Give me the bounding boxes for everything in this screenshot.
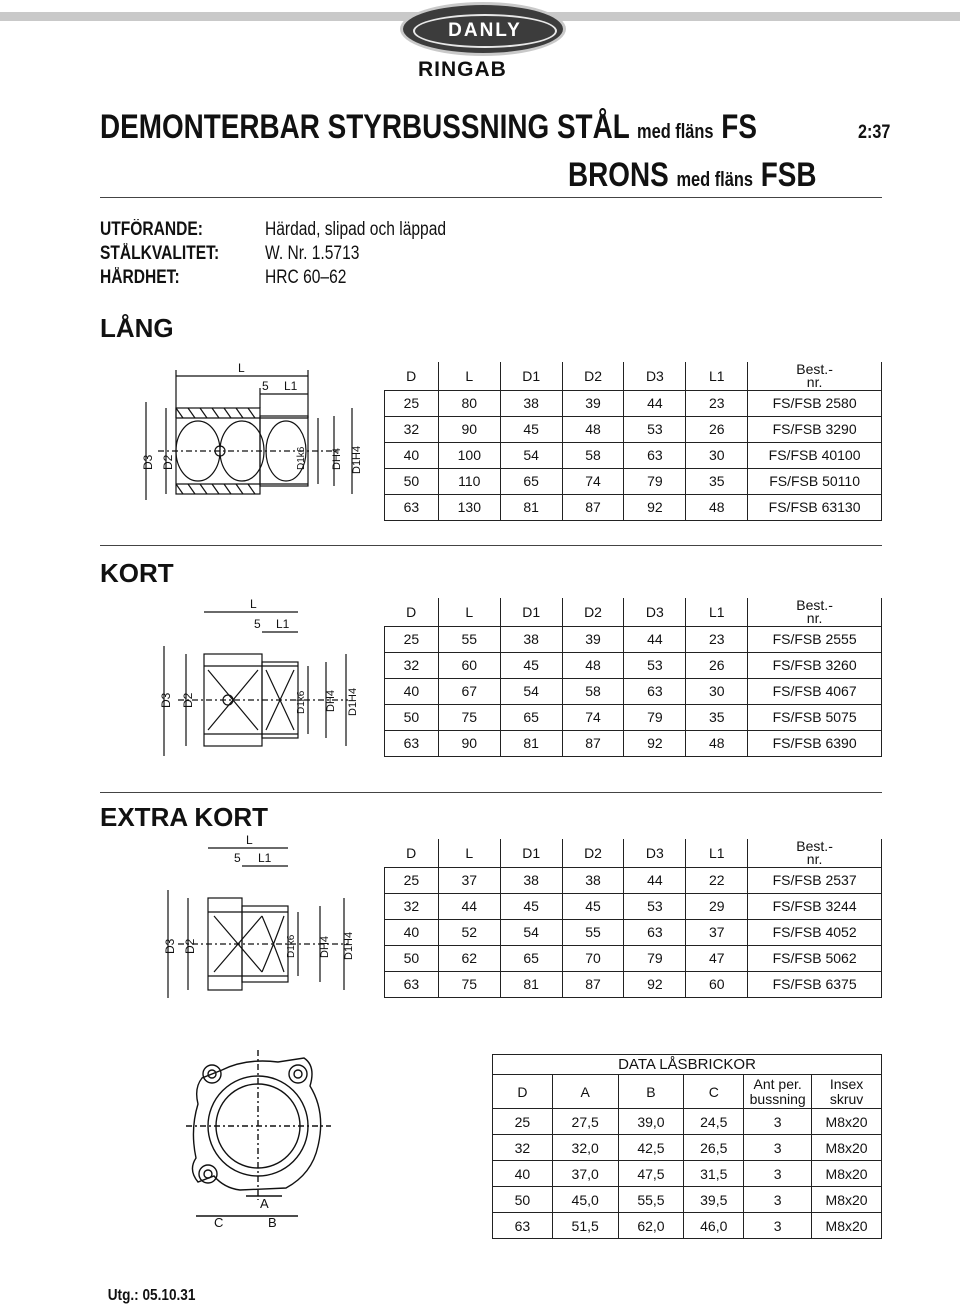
- svg-text:DH4: DH4: [331, 447, 343, 470]
- table-cell: 44: [624, 867, 686, 893]
- col-header: L1: [686, 598, 748, 626]
- table-cell: 27,5: [552, 1109, 618, 1135]
- table-cell: 47,5: [618, 1161, 684, 1187]
- table-cell: FS/FSB 5075: [748, 704, 882, 730]
- table-cell: 67: [438, 678, 500, 704]
- table-cell: FS/FSB 5062: [748, 945, 882, 971]
- col-header: L: [438, 598, 500, 626]
- col-header: D: [493, 1075, 553, 1109]
- table-cell: 30: [686, 678, 748, 704]
- dimension-table-extra-short: [384, 839, 882, 998]
- col-header: L1: [686, 362, 748, 390]
- section-title-extra-kort: EXTRA KORT: [100, 802, 269, 832]
- table-cell: FS/FSB 2555: [748, 626, 882, 652]
- table-row: [385, 626, 882, 652]
- table-cell: 44: [624, 390, 686, 416]
- table-header-row: [385, 598, 882, 626]
- table-cell: 63: [624, 919, 686, 945]
- table-cell: 47: [686, 945, 748, 971]
- table-cell: 74: [562, 704, 624, 730]
- table-cell: 79: [624, 704, 686, 730]
- table-cell: M8x20: [812, 1213, 882, 1239]
- spec-value-utforande: Härdad, slipad och läppad: [265, 219, 447, 240]
- table-cell: 25: [385, 867, 439, 893]
- dimension-table-long: [384, 362, 882, 521]
- table-cell: 63: [385, 730, 439, 756]
- table-cell: 48: [562, 416, 624, 442]
- table-cell: 130: [438, 494, 500, 520]
- table-cell: 53: [624, 652, 686, 678]
- table-cell: 92: [624, 494, 686, 520]
- table-cell: FS/FSB 3260: [748, 652, 882, 678]
- svg-text:D2: D2: [161, 454, 175, 470]
- table-cell: 26,5: [684, 1135, 744, 1161]
- table-cell: 90: [438, 416, 500, 442]
- table-cell: 110: [438, 468, 500, 494]
- table-cell: 45: [500, 416, 562, 442]
- table-cell: FS/FSB 40100: [748, 442, 882, 468]
- col-header: D1: [500, 839, 562, 867]
- table-cell: 87: [562, 494, 624, 520]
- table-cell: 25: [385, 626, 439, 652]
- svg-text:D1H4: D1H4: [343, 931, 355, 960]
- col-header: D: [385, 839, 439, 867]
- table-cell: 40: [385, 678, 439, 704]
- col-header: D2: [562, 839, 624, 867]
- table-row: [493, 1213, 882, 1239]
- col-header: A: [552, 1075, 618, 1109]
- col-header: L: [438, 839, 500, 867]
- col-header: D: [385, 362, 439, 390]
- table-cell: 42,5: [618, 1135, 684, 1161]
- table-cell: 75: [438, 971, 500, 997]
- table-cell: 53: [624, 893, 686, 919]
- table-cell: 63: [624, 678, 686, 704]
- col-header-order-number: Best.- nr.: [748, 598, 882, 626]
- table-row: [385, 494, 882, 520]
- svg-text:D3: D3: [163, 938, 177, 954]
- svg-text:L: L: [246, 833, 253, 847]
- table-cell: 26: [686, 652, 748, 678]
- table-cell: FS/FSB 6390: [748, 730, 882, 756]
- table-cell: 63: [493, 1213, 553, 1239]
- spec-key-stalkvalitet: STÅLKVALITET:: [100, 243, 220, 264]
- table-cell: 50: [385, 468, 439, 494]
- table-cell: 35: [686, 704, 748, 730]
- table-cell: 58: [562, 442, 624, 468]
- table-cell: 81: [500, 971, 562, 997]
- table-cell: 31,5: [684, 1161, 744, 1187]
- table-cell: M8x20: [812, 1161, 882, 1187]
- col-header: D3: [624, 839, 686, 867]
- table-cell: FS/FSB 6375: [748, 971, 882, 997]
- table-row: [385, 893, 882, 919]
- danly-logo: [400, 2, 566, 56]
- table-row: [493, 1109, 882, 1135]
- svg-text:D3: D3: [159, 692, 173, 708]
- brand-subtitle: RINGAB: [418, 58, 507, 81]
- table-cell: 65: [500, 945, 562, 971]
- table-row: [385, 867, 882, 893]
- table-cell: 65: [500, 704, 562, 730]
- table-cell: 39,0: [618, 1109, 684, 1135]
- svg-text:L1: L1: [276, 617, 290, 631]
- table-cell: FS/FSB 4052: [748, 919, 882, 945]
- table-cell: 3: [744, 1109, 812, 1135]
- table-row: [493, 1161, 882, 1187]
- svg-text:5: 5: [234, 851, 241, 865]
- locking-table-title: DATA LÅSBRICKOR: [493, 1055, 882, 1075]
- table-cell: M8x20: [812, 1135, 882, 1161]
- page-subtitle: BRONS med fläns FSB: [568, 156, 817, 194]
- col-header: L1: [686, 839, 748, 867]
- table-cell: 40: [493, 1161, 553, 1187]
- table-cell: 25: [385, 390, 439, 416]
- svg-text:A: A: [260, 1196, 269, 1211]
- table-cell: 3: [744, 1161, 812, 1187]
- table-cell: 39,5: [684, 1187, 744, 1213]
- section-title-lang: LÅNG: [100, 313, 174, 343]
- col-header: D2: [562, 362, 624, 390]
- table-cell: 3: [744, 1187, 812, 1213]
- table-cell: 100: [438, 442, 500, 468]
- table-row: [385, 945, 882, 971]
- table-cell: 39: [562, 626, 624, 652]
- table-cell: 55: [562, 919, 624, 945]
- table-cell: 65: [500, 468, 562, 494]
- logo-text: DANLY: [448, 20, 522, 41]
- col-header-order-number: Best.- nr.: [748, 839, 882, 867]
- table-cell: 62,0: [618, 1213, 684, 1239]
- table-cell: 79: [624, 468, 686, 494]
- table-row: [385, 416, 882, 442]
- table-row: [385, 390, 882, 416]
- bushing-drawing-short: [158, 596, 368, 766]
- table-cell: 23: [686, 626, 748, 652]
- table-cell: 87: [562, 730, 624, 756]
- table-cell: 54: [500, 442, 562, 468]
- table-cell: 53: [624, 416, 686, 442]
- table-cell: 70: [562, 945, 624, 971]
- bushing-drawing-extra-short: [158, 832, 368, 1004]
- table-cell: 55,5: [618, 1187, 684, 1213]
- table-cell: 44: [624, 626, 686, 652]
- col-header: B: [618, 1075, 684, 1109]
- table-cell: 32: [493, 1135, 553, 1161]
- table-cell: 45: [500, 893, 562, 919]
- table-cell: 35: [686, 468, 748, 494]
- svg-text:D2: D2: [183, 938, 197, 954]
- table-cell: FS/FSB 3290: [748, 416, 882, 442]
- table-cell: FS/FSB 2537: [748, 867, 882, 893]
- spec-value-stalkvalitet: W. Nr. 1.5713: [265, 243, 360, 264]
- table-cell: 92: [624, 971, 686, 997]
- svg-text:L: L: [250, 597, 257, 611]
- svg-text:D1k6: D1k6: [296, 446, 307, 470]
- table-cell: 30: [686, 442, 748, 468]
- table-row: [385, 971, 882, 997]
- table-cell: M8x20: [812, 1187, 882, 1213]
- table-cell: 23: [686, 390, 748, 416]
- svg-text:D1H4: D1H4: [347, 687, 359, 716]
- table-cell: 62: [438, 945, 500, 971]
- page-number: 2:37: [858, 122, 891, 143]
- table-cell: FS/FSB 63130: [748, 494, 882, 520]
- section-title-kort: KORT: [100, 558, 174, 588]
- table-header-row: [385, 362, 882, 390]
- col-header: L: [438, 362, 500, 390]
- table-cell: 32: [385, 416, 439, 442]
- table-cell: 38: [562, 867, 624, 893]
- col-header-count: Ant per. bussning: [744, 1075, 812, 1109]
- table-header-row: [385, 839, 882, 867]
- table-cell: 54: [500, 678, 562, 704]
- table-cell: 40: [385, 442, 439, 468]
- table-cell: 32,0: [552, 1135, 618, 1161]
- page-title: DEMONTERBAR STYRBUSSNING STÅL med fläns FS: [100, 108, 757, 146]
- table-cell: 3: [744, 1213, 812, 1239]
- table-row: [385, 730, 882, 756]
- table-header-row: [493, 1075, 882, 1109]
- table-cell: 22: [686, 867, 748, 893]
- table-cell: 48: [562, 652, 624, 678]
- bushing-drawing-long: [138, 358, 378, 510]
- col-header: D3: [624, 362, 686, 390]
- table-cell: 63: [385, 971, 439, 997]
- svg-text:B: B: [268, 1215, 277, 1230]
- svg-text:L1: L1: [284, 379, 298, 393]
- table-cell: 39: [562, 390, 624, 416]
- table-cell: 81: [500, 730, 562, 756]
- table-row: [385, 704, 882, 730]
- table-cell: FS/FSB 4067: [748, 678, 882, 704]
- svg-text:D3: D3: [141, 454, 155, 470]
- table-cell: 54: [500, 919, 562, 945]
- locking-plate-drawing: [186, 1050, 336, 1230]
- table-cell: 79: [624, 945, 686, 971]
- table-cell: 44: [438, 893, 500, 919]
- table-cell: 45: [500, 652, 562, 678]
- section-divider: [100, 792, 882, 793]
- table-cell: 48: [686, 730, 748, 756]
- table-cell: 87: [562, 971, 624, 997]
- col-header: D1: [500, 362, 562, 390]
- svg-text:5: 5: [262, 379, 269, 393]
- table-cell: 75: [438, 704, 500, 730]
- table-cell: 45: [562, 893, 624, 919]
- table-cell: 25: [493, 1109, 553, 1135]
- svg-text:L1: L1: [258, 851, 272, 865]
- table-cell: 45,0: [552, 1187, 618, 1213]
- table-cell: 51,5: [552, 1213, 618, 1239]
- col-header: C: [684, 1075, 744, 1109]
- title-rule: [100, 197, 882, 198]
- col-header: D1: [500, 598, 562, 626]
- locking-table-title-row: [493, 1055, 882, 1075]
- col-header-order-number: Best.- nr.: [748, 362, 882, 390]
- col-header: D3: [624, 598, 686, 626]
- col-header-screw: Insex skruv: [812, 1075, 882, 1109]
- table-cell: 58: [562, 678, 624, 704]
- table-cell: 29: [686, 893, 748, 919]
- table-cell: 80: [438, 390, 500, 416]
- table-cell: M8x20: [812, 1109, 882, 1135]
- svg-text:C: C: [214, 1215, 224, 1230]
- table-cell: 37: [686, 919, 748, 945]
- table-row: [385, 652, 882, 678]
- locking-plate-table: [492, 1054, 882, 1239]
- table-cell: 32: [385, 652, 439, 678]
- table-row: [493, 1135, 882, 1161]
- table-cell: 60: [438, 652, 500, 678]
- table-row: [385, 919, 882, 945]
- spec-key-utforande: UTFÖRANDE:: [100, 219, 203, 240]
- table-cell: 60: [686, 971, 748, 997]
- table-cell: 38: [500, 867, 562, 893]
- table-row: [385, 468, 882, 494]
- table-cell: 50: [493, 1187, 553, 1213]
- table-cell: 50: [385, 704, 439, 730]
- table-cell: 48: [686, 494, 748, 520]
- table-cell: 26: [686, 416, 748, 442]
- edition-date: Utg.: 05.10.31: [107, 1287, 196, 1304]
- table-cell: FS/FSB 50110: [748, 468, 882, 494]
- table-cell: 38: [500, 626, 562, 652]
- svg-text:D2: D2: [181, 692, 195, 708]
- table-cell: 3: [744, 1135, 812, 1161]
- table-row: [385, 678, 882, 704]
- table-cell: 38: [500, 390, 562, 416]
- table-row: [385, 442, 882, 468]
- table-cell: 63: [624, 442, 686, 468]
- table-cell: 40: [385, 919, 439, 945]
- table-cell: FS/FSB 3244: [748, 893, 882, 919]
- svg-text:5: 5: [254, 617, 261, 631]
- svg-text:D1k6: D1k6: [296, 690, 307, 714]
- table-cell: 55: [438, 626, 500, 652]
- spec-key-hardhet: HÅRDHET:: [100, 267, 180, 288]
- dimension-table-short: [384, 598, 882, 757]
- col-header: D2: [562, 598, 624, 626]
- svg-text:D1k6: D1k6: [286, 934, 297, 958]
- table-cell: 74: [562, 468, 624, 494]
- table-cell: FS/FSB 2580: [748, 390, 882, 416]
- table-cell: 37: [438, 867, 500, 893]
- section-divider: [100, 545, 882, 546]
- table-cell: 24,5: [684, 1109, 744, 1135]
- table-cell: 63: [385, 494, 439, 520]
- table-cell: 90: [438, 730, 500, 756]
- svg-text:D1H4: D1H4: [351, 445, 363, 474]
- table-row: [493, 1187, 882, 1213]
- svg-text:DH4: DH4: [319, 935, 331, 958]
- svg-text:L: L: [238, 361, 245, 375]
- table-cell: 92: [624, 730, 686, 756]
- col-header: D: [385, 598, 439, 626]
- table-cell: 50: [385, 945, 439, 971]
- table-cell: 46,0: [684, 1213, 744, 1239]
- table-cell: 37,0: [552, 1161, 618, 1187]
- table-cell: 32: [385, 893, 439, 919]
- table-cell: 52: [438, 919, 500, 945]
- spec-value-hardhet: HRC 60–62: [265, 267, 347, 288]
- table-cell: 81: [500, 494, 562, 520]
- svg-text:DH4: DH4: [325, 689, 337, 712]
